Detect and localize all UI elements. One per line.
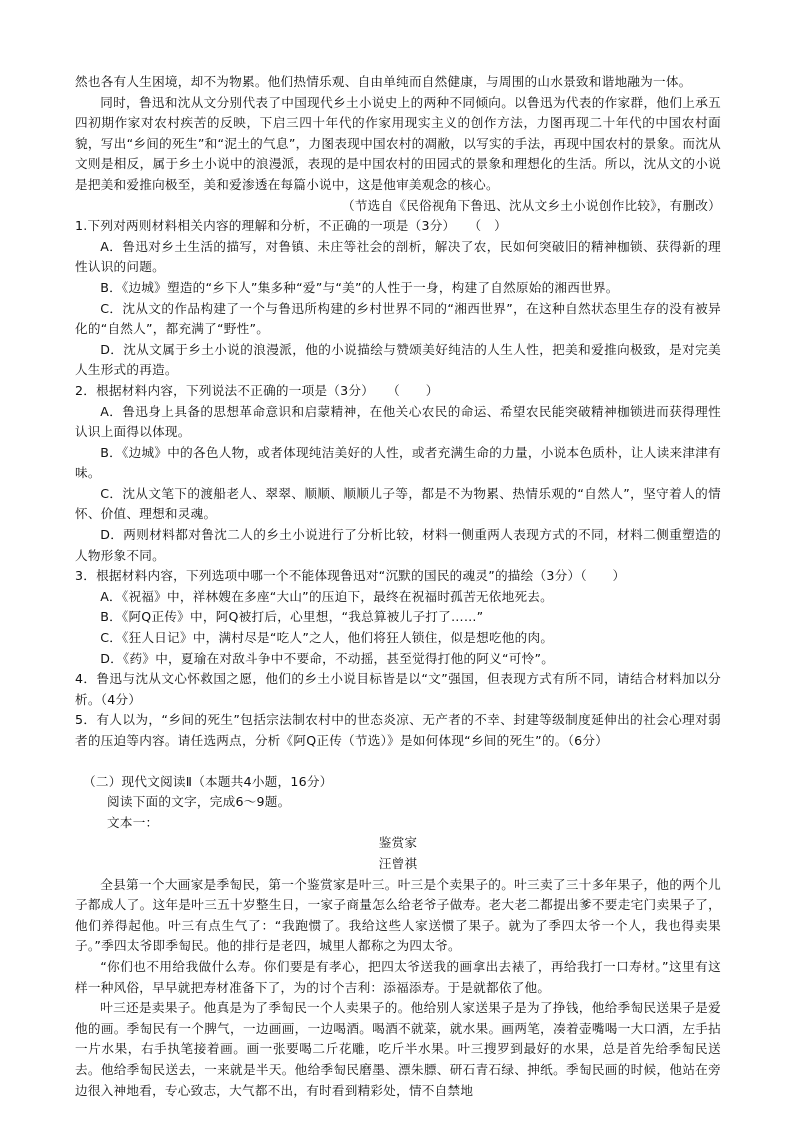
section-heading: （二）现代文阅读Ⅱ（本题共4小题，16分） [83, 773, 333, 789]
text-label: 文本一： [107, 814, 159, 830]
question-1 [75, 216, 721, 381]
story-paragraph: “你们也不用给我做什么寿。你们要是有孝心，把四太爷送我的画拿出去裱了，再给我打一口寿材。”这里有这样一种风俗，早早就把寿材准备下了，为的讨个吉利：添福添寿。于是就都依了他。 [75, 958, 721, 995]
section-instruction: 阅读下面的文字，完成6～9题。 [107, 794, 291, 810]
story-paragraph: 全县第一个大画家是季匋民，第一个鉴赏家是叶三。叶三是个卖果子的。叶三卖了三十多年果子，他的两个儿子都成人了。这年是叶三五十岁整生日，一家子商量怎么给老爷子做寿。老大老二都提出爹不要走宅门卖果子了，他们养得起他。叶三有点生气了：“我跑惯了。我给这些人家送惯了果子。就为了季四太爷一个人，我也得卖果子。”季四太爷即季匋民。他的排行是老四，城里人都称之为四太爷。 [75, 876, 721, 954]
question-stem: 1.下列对两则材料相关内容的理解和分析，不正确的一项是（3分） （ ） [75, 218, 508, 234]
story-author: 汪曾祺 [378, 855, 418, 871]
story-title: 鉴赏家 [378, 835, 418, 851]
material-paragraph: 同时，鲁迅和沈从文分别代表了中国现代乡土小说史上的两种不同倾向。以鲁迅为代表的作家群，他们上承五四初期作家对农村疾苦的反映，下启三四十年代的作家用现实主义的创作方法，力图再现二十年代的中国农村面貌，写出“乡间的死生”和“泥土的气息”，力图表现中国农村的凋敝，以写实的手法，再现中国农村的景象。而沈从文则是相反，属于乡土小说中的浪漫派，表现的是中国农村的田园式的景象和理想化的生活。所以，沈从文的小说是把美和爱推向极至，美和爱渗透在每篇小说中，这是他审美观念的核心。 [75, 94, 721, 192]
material-source: （节选自《民俗视角下鲁迅、沈从文乡土小说创作比较》，有删改） [341, 197, 721, 213]
question-stem: 3．根据材料内容，下列选项中哪一个不能体现鲁迅对“沉默的国民的魂灵”的描绘（3分）（ ） [75, 568, 626, 584]
question-stem: 5．有人以为，“乡间的死生”包括宗法制农村中的世态炎凉、无产者的不幸、封建等级制度延伸出的社会心理对弱者的压迫等内容。请任选两点，分析《阿Q正传（节选）》是如何体现“乡间的死生”的。（6分） [75, 712, 721, 748]
option-b: B．《边城》塑造的“乡下人”集多种“爱”与“美”的人性于一身，构建了自然原始的湘西世界。 [100, 279, 619, 295]
reading-section-2 [83, 772, 721, 834]
option-b: B．《阿Q正传》中，阿Q被打后，心里想，“我总算被儿子打了……” [100, 609, 484, 625]
question-stem: 2．根据材料内容，下列说法不正确的一项是（3分） （ ） [75, 382, 439, 398]
question-3 [75, 566, 721, 669]
option-a: A．鲁迅对乡土生活的描写，对鲁镇、未庄等社会的剖析，解决了农，民如何突破旧的精神枷锁、获得新的理性认识的问题。 [75, 238, 721, 275]
option-d: D．《药》中，夏瑜在对敌斗争中不要命，不动摇，甚至觉得打他的阿义“可怜”。 [100, 650, 555, 666]
question-4 [75, 669, 721, 710]
material-tail-paragraph: 然也各有人生困境，却不为物累。他们热情乐观、自由单纯而自然健康，与周围的山水景致和谐地融为一体。 [75, 74, 692, 89]
option-c: C．沈从文笔下的渡船老人、翠翠、顺顺、顺顺儿子等，都是不为物累、热情乐观的“自然人”，坚守着人的情怀、价值、理想和灵魂。 [75, 485, 721, 522]
question-5 [75, 710, 721, 751]
option-c: C．《狂人日记》中，满村尽是“吃人”之人，他们将狂人锁住，似是想吃他的肉。 [100, 630, 554, 646]
option-c: C．沈从文的作品构建了一个与鲁迅所构建的乡村世界不同的“湘西世界”，在这种自然状态里生存的没有被异化的“自然人”，都充满了“野性”。 [75, 300, 721, 337]
question-stem: 4．鲁迅与沈从文心怀救国之愿，他们的乡土小说目标皆是以“文”强国，但表现方式有所不同，请结合材料加以分析。（4分） [75, 671, 721, 707]
option-a: A．《祝福》中，祥林嫂在多座“大山”的压迫下，最终在祝福时孤苦无依地死去。 [100, 588, 553, 604]
option-a: A．鲁迅身上具备的思想革命意识和启蒙精神，在他关心农民的命运、希望农民能突破精神枷锁进而获得理性认识上面得以体现。 [75, 403, 721, 440]
option-d: D．两则材料都对鲁沈二人的乡土小说进行了分析比较，材料一侧重两人表现方式的不同，材料二侧重塑造的人物形象不同。 [75, 527, 721, 563]
story-paragraph: 叶三还是卖果子。他真是为了季匋民一个人卖果子的。他给别人家送果子是为了挣钱，他给季匋民送果子是爱他的画。季匋民有一个脾气，一边画画，一边喝酒。喝酒不就菜，就水果。画两笔，凑着壶嘴喝一大口酒，左手拈一片水果，右手执笔接着画。画一张要喝二斤花雕，吃斤半水果。叶三搜罗到最好的水果，总是首先给季匋民送去。他给季匋民送去，一来就是半天。他给季匋民磨墨、漂朱膘、研石青石绿、抻纸。季匋民画的时候，他站在旁边很入神地看，专心致志，大气都不出，有时看到精彩处，情不自禁地 [75, 1000, 721, 1098]
question-2 [75, 381, 721, 566]
option-b: B．《边城》中的各色人物，或者体现纯洁美好的人性，或者充满生命的力量，小说本色质朴，让人读来津津有味。 [75, 444, 721, 481]
option-d: D．沈从文属于乡土小说的浪漫派，他的小说描绘与赞颂美好纯洁的人生人性，把美和爱推向极致，是对完美人生形式的再造。 [75, 341, 721, 378]
